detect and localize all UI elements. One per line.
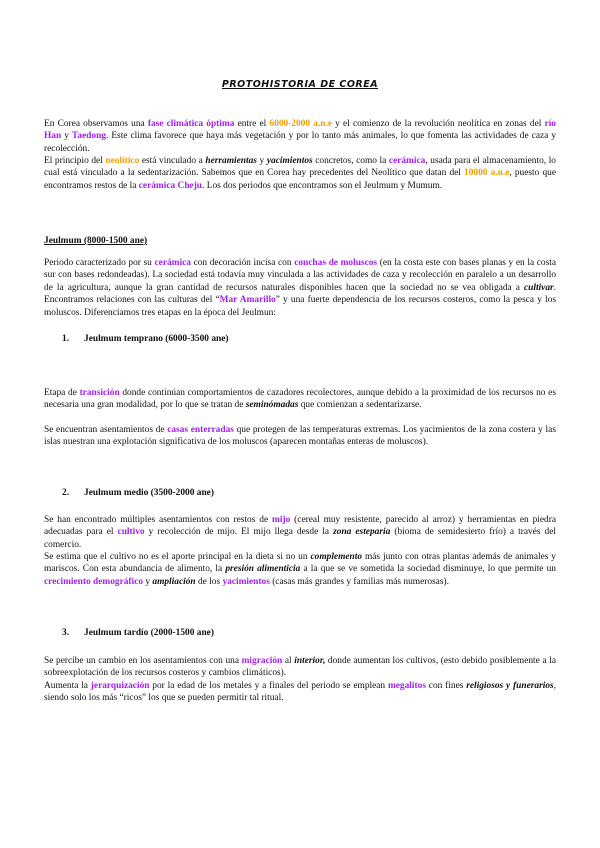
bold-term: Jeulmum <box>363 180 399 191</box>
text-run: Aumenta la <box>44 681 91 691</box>
section-3-paragraph-2 <box>44 680 556 705</box>
highlight-violet: casas enterradas <box>167 425 234 435</box>
text-run: y <box>256 156 267 166</box>
text-run: y <box>61 131 72 142</box>
text-run: llega desde la <box>270 527 334 538</box>
bold-term: sedentarizarse <box>366 400 420 411</box>
text-run: que comienzan a <box>298 400 367 411</box>
highlight-orange: 10000 a.n.e <box>464 168 510 179</box>
bold-italic-term: cultivar <box>523 282 554 293</box>
text-run: . Sabemos que en Corea hay <box>196 168 310 179</box>
highlight-violet: jerarquización <box>90 681 150 691</box>
bold-term: sedentarización <box>137 168 197 179</box>
highlight-violet: Taedong <box>71 131 106 142</box>
highlight-violet: yacimientos <box>222 576 270 587</box>
section-number: 3. <box>62 628 70 638</box>
bold-term: mijo <box>253 527 271 538</box>
highlight-violet: megalitos <box>387 681 426 691</box>
highlight-violet: crecimiento demográfico <box>44 576 144 587</box>
text-run: Se estima que el <box>44 552 110 562</box>
highlight-violet: río Han <box>44 119 556 142</box>
bold-italic-term: religiosos y funerarios <box>466 681 554 691</box>
section-3-paragraph-1 <box>44 655 556 680</box>
highlight-orange: 6000-2000 a.n.e <box>269 119 332 129</box>
text-run: con decoración incisa con <box>190 258 295 268</box>
jeulmun-paragraph <box>44 257 556 319</box>
text-run: y recolección de mijo. El <box>144 527 254 538</box>
text-run: disponibles hacen que la sociedad no se vea obligada a <box>295 282 524 293</box>
section-heading-3 <box>44 628 214 638</box>
text-run: Se han encontrado múltiples asentamientos con restos de <box>44 515 273 525</box>
text-run: . <box>78 539 82 550</box>
text-run: y por lo tanto más <box>285 131 362 142</box>
bold-term: caza <box>382 270 400 281</box>
text-run: entre el <box>234 119 270 129</box>
bold-italic-term: zona esteparia <box>333 527 391 538</box>
text-run: al <box>282 656 295 666</box>
section-heading-text: Jeulmum tardío (2000-1500 ane) <box>84 628 214 638</box>
text-run: con fines <box>425 681 467 691</box>
bold-italic-term: complemento <box>310 552 363 562</box>
bold-term: temperaturas extremas <box>312 425 398 435</box>
bold-term: recursos costeros <box>408 295 474 306</box>
highlight-violet: Mar Amarillo <box>219 295 276 306</box>
section-heading-text: Jeulmum medio (3500-2000 ane) <box>84 488 214 498</box>
section-heading-1 <box>44 334 229 344</box>
text-run: y en la costa sur con <box>44 258 557 281</box>
bold-italic-term: yacimientos <box>266 156 313 166</box>
text-run: por la edad de los <box>149 681 224 691</box>
intro-paragraph-1 <box>44 118 556 155</box>
bold-term: cazadores recolectores <box>266 388 352 398</box>
section-heading-2 <box>44 488 214 498</box>
text-run: . <box>439 180 443 191</box>
bold-italic-term: interior, <box>294 656 326 666</box>
bold-term: moluscos <box>232 437 268 448</box>
bold-italic-term: herramientas <box>205 156 257 166</box>
text-run: y cambios climáticos). <box>199 668 287 679</box>
text-run: en paralelo a un desarrollo de la <box>44 270 557 293</box>
text-run: (aparecen montañas enteras de moluscos). <box>267 437 429 448</box>
text-run: . <box>419 400 422 411</box>
highlight-violet: cultivo <box>117 527 145 538</box>
bold-term: bases planas <box>459 258 506 268</box>
bold-term: vegetación <box>244 131 286 142</box>
text-run: y <box>143 576 153 587</box>
bold-term: explotación <box>113 437 157 448</box>
text-run: Se encuentran asentamientos de <box>44 425 168 435</box>
text-run: y <box>548 131 557 142</box>
text-run: y <box>399 270 410 281</box>
text-run: Se percibe un cambio en los asentamientos con una <box>44 656 242 666</box>
section-2-paragraph-2 <box>44 551 556 588</box>
section-number: 2. <box>62 488 70 498</box>
section-2-paragraph-1 <box>44 514 556 551</box>
text-run: En <box>44 119 58 129</box>
bold-term: revolución neolítica <box>414 119 491 129</box>
bold-term: precedentes <box>309 168 354 179</box>
bold-term: Mumum <box>407 180 440 191</box>
section-1-paragraph-1 <box>44 387 556 412</box>
text-run: , siendo solo los más “ricos” los que se pueden permitir tal ritual. <box>44 681 556 704</box>
text-run: donde continúan comportamientos de <box>119 388 267 398</box>
jeulmun-heading: Jeulmum (8000-1500 ane) <box>44 236 148 246</box>
bold-term: herramientas en piedra <box>467 515 557 525</box>
text-run: (bioma de semidesierto frío) a través del <box>390 527 556 538</box>
text-run: y <box>398 180 408 191</box>
section-heading-text: Jeulmum temprano (6000-3500 ane) <box>84 334 229 344</box>
text-run: más junto con otras plantas además de animales y mariscos. Con esta abundancia de alimento, la <box>44 552 556 575</box>
bold-term: recursos naturales <box>226 282 296 293</box>
intro-paragraph-2 <box>44 155 556 192</box>
text-run: (en la costa este con <box>377 258 459 268</box>
bold-term: animales <box>361 131 396 142</box>
text-run: . Este clima favorece que haya más <box>105 131 245 142</box>
text-run: a la que se ve sometida la sociedad disminuye, lo que permite un <box>300 564 556 575</box>
section-1-paragraph-2 <box>44 424 556 449</box>
bold-term: almacenamiento <box>482 156 544 166</box>
text-run: , usada para el <box>425 156 483 166</box>
text-run: ). La sociedad está todavía muy vinculada a las actividades de <box>144 270 383 281</box>
text-run: está vinculado a <box>139 156 206 166</box>
text-run: , lo cual está vinculado a la <box>44 156 556 179</box>
highlight-violet: transición <box>79 388 120 398</box>
text-run: observamos una <box>79 119 148 129</box>
text-run: , puesto que encontramos restos de la <box>44 168 556 191</box>
bold-term: caza <box>531 131 549 142</box>
page-title: PROTOHISTORIA DE COREA <box>221 79 379 90</box>
highlight-violet: fase climática óptima <box>147 119 235 129</box>
bold-term: bases redondeadas <box>74 270 145 281</box>
text-run: de los <box>108 668 135 679</box>
text-run: . Los dos periodos que encontramos son el <box>202 180 364 191</box>
text-run: y el comienzo de la <box>332 119 415 129</box>
bold-term: recolección <box>409 270 453 281</box>
bold-italic-term: ampliación <box>152 576 196 587</box>
bold-term: Corea <box>57 119 80 129</box>
bold-term: cultivos, <box>406 656 439 666</box>
bold-term: recursos costeros <box>134 668 200 679</box>
highlight-violet: migración <box>241 656 283 666</box>
highlight-violet: cerámica <box>154 258 191 268</box>
bold-term: comercio <box>44 539 79 550</box>
text-run: , aunque debido a la proximidad de los recursos no es necesaria una gran modalidad, por lo que se tratan de <box>44 388 556 411</box>
text-run: que protegen de las <box>233 425 313 435</box>
text-run: adecuadas para el <box>44 527 118 538</box>
bold-term: sobreexplotación <box>44 668 109 679</box>
text-run: , como la pesca y los moluscos. Diferenciamos tres etapas en la época del Jeulmun: <box>44 295 556 318</box>
text-run: , aunque la gran cantidad de <box>108 282 227 293</box>
text-run: . Encontramos relaciones con las culturas del “ <box>44 282 556 306</box>
highlight-violet: mijo <box>272 515 291 525</box>
text-run: donde aumentan los <box>325 656 407 666</box>
text-run: ” y una fuerte dependencia de los <box>275 295 409 306</box>
highlight-orange: neolítico <box>105 156 140 166</box>
text-run: (esto debido posiblemente a la <box>438 656 557 666</box>
text-run: concretos, como la <box>312 156 389 166</box>
text-run: no es el aporte principal en la dieta si no un <box>135 552 311 562</box>
text-run: El principio del <box>44 156 106 166</box>
text-run: (casas más grandes y familias más numerosas). <box>269 576 449 587</box>
section-number: 1. <box>62 334 70 344</box>
text-run: . Los yacimientos de la zona costera y las islas nuestran una <box>44 425 556 448</box>
bold-term: agricultura <box>67 282 109 293</box>
text-run: (cereal muy resistente, parecido al arroz) y <box>290 515 468 525</box>
text-run: significativa de los <box>156 437 233 448</box>
text-run: en zonas del <box>490 119 545 129</box>
bold-term: cultivo <box>109 552 136 562</box>
bold-italic-term: presión alimenticia <box>225 564 301 575</box>
bold-term: metales <box>223 681 252 691</box>
bold-italic-term: seminómadas <box>245 400 299 411</box>
text-run: y a finales del periodo se emplean <box>251 681 388 691</box>
bold-term: recolección <box>44 143 88 154</box>
highlight-violet: cerámica Cheju <box>138 180 203 191</box>
highlight-violet: conchas de moluscos <box>294 258 378 268</box>
text-run: . <box>87 143 90 154</box>
highlight-violet: cerámica <box>388 156 426 166</box>
text-run: del Neolítico que datan del <box>353 168 465 179</box>
text-run: de los <box>195 576 223 587</box>
text-run: Periodo caracterizado por su <box>44 258 155 268</box>
text-run: , lo que fomenta las actividades de <box>395 131 532 142</box>
text-run: Etapa de <box>44 388 80 398</box>
